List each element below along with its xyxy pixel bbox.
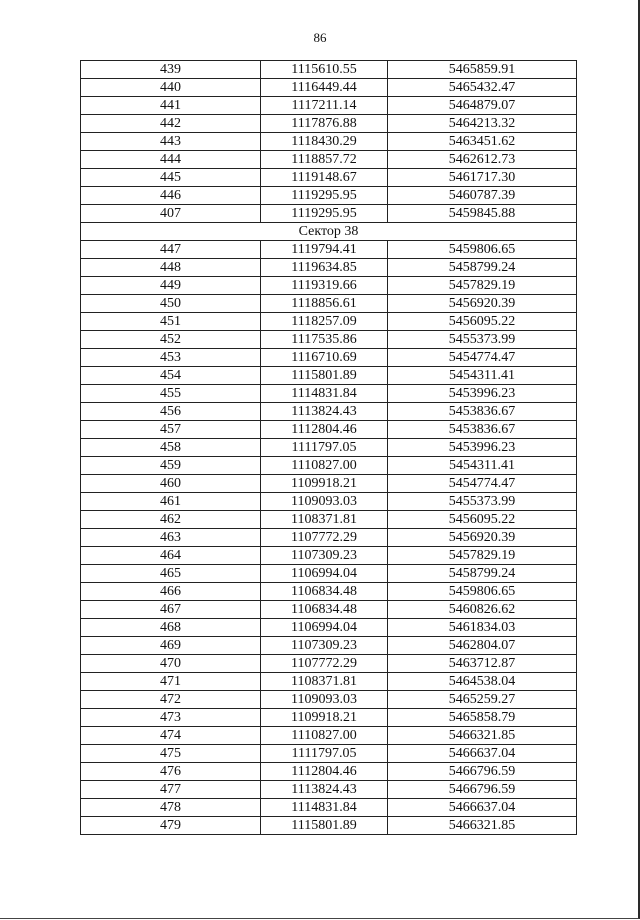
table-row [81, 601, 577, 619]
table-row [81, 655, 577, 673]
point-number-cell: 450 [81, 295, 261, 313]
table-row [81, 439, 577, 457]
point-number-cell: 453 [81, 349, 261, 367]
table-row [81, 241, 577, 259]
point-number-cell: 459 [81, 457, 261, 475]
y-coordinate-cell: 5462804.07 [388, 637, 577, 655]
table-row [81, 511, 577, 529]
point-number-cell: 471 [81, 673, 261, 691]
x-coordinate-cell: 1109093.03 [261, 493, 388, 511]
table-row [81, 475, 577, 493]
point-number-cell: 460 [81, 475, 261, 493]
x-coordinate-cell: 1108371.81 [261, 511, 388, 529]
y-coordinate-cell: 5462612.73 [388, 151, 577, 169]
point-number-cell: 445 [81, 169, 261, 187]
x-coordinate-cell: 1116449.44 [261, 79, 388, 97]
point-number-cell: 468 [81, 619, 261, 637]
y-coordinate-cell: 5453996.23 [388, 439, 577, 457]
sector-heading-row [81, 223, 577, 241]
x-coordinate-cell: 1119148.67 [261, 169, 388, 187]
table-body-after-sector [81, 241, 577, 835]
point-number-cell: 458 [81, 439, 261, 457]
point-number-cell: 454 [81, 367, 261, 385]
table-row [81, 97, 577, 115]
x-coordinate-cell: 1109918.21 [261, 475, 388, 493]
x-coordinate-cell: 1118430.29 [261, 133, 388, 151]
x-coordinate-cell: 1119634.85 [261, 259, 388, 277]
point-number-cell: 461 [81, 493, 261, 511]
point-number-cell: 446 [81, 187, 261, 205]
y-coordinate-cell: 5453996.23 [388, 385, 577, 403]
table-row [81, 133, 577, 151]
x-coordinate-cell: 1107309.23 [261, 547, 388, 565]
x-coordinate-cell: 1106994.04 [261, 619, 388, 637]
coordinates-table [80, 60, 577, 835]
y-coordinate-cell: 5456920.39 [388, 529, 577, 547]
y-coordinate-cell: 5453836.67 [388, 421, 577, 439]
point-number-cell: 440 [81, 79, 261, 97]
y-coordinate-cell: 5458799.24 [388, 565, 577, 583]
y-coordinate-cell: 5454774.47 [388, 475, 577, 493]
x-coordinate-cell: 1116710.69 [261, 349, 388, 367]
y-coordinate-cell: 5454774.47 [388, 349, 577, 367]
point-number-cell: 469 [81, 637, 261, 655]
y-coordinate-cell: 5465259.27 [388, 691, 577, 709]
table-row [81, 205, 577, 223]
point-number-cell: 464 [81, 547, 261, 565]
y-coordinate-cell: 5457829.19 [388, 277, 577, 295]
y-coordinate-cell: 5464213.32 [388, 115, 577, 133]
y-coordinate-cell: 5460826.62 [388, 601, 577, 619]
table-row [81, 403, 577, 421]
y-coordinate-cell: 5459806.65 [388, 241, 577, 259]
x-coordinate-cell: 1117211.14 [261, 97, 388, 115]
table-row [81, 457, 577, 475]
x-coordinate-cell: 1112804.46 [261, 763, 388, 781]
point-number-cell: 449 [81, 277, 261, 295]
table-row [81, 799, 577, 817]
table-row [81, 313, 577, 331]
point-number-cell: 474 [81, 727, 261, 745]
point-number-cell: 455 [81, 385, 261, 403]
x-coordinate-cell: 1110827.00 [261, 727, 388, 745]
point-number-cell: 443 [81, 133, 261, 151]
y-coordinate-cell: 5466321.85 [388, 727, 577, 745]
y-coordinate-cell: 5453836.67 [388, 403, 577, 421]
x-coordinate-cell: 1108371.81 [261, 673, 388, 691]
y-coordinate-cell: 5459845.88 [388, 205, 577, 223]
y-coordinate-cell: 5454311.41 [388, 457, 577, 475]
x-coordinate-cell: 1117535.86 [261, 331, 388, 349]
table-row [81, 187, 577, 205]
y-coordinate-cell: 5461717.30 [388, 169, 577, 187]
x-coordinate-cell: 1106834.48 [261, 601, 388, 619]
table-row [81, 349, 577, 367]
table-row [81, 115, 577, 133]
point-number-cell: 463 [81, 529, 261, 547]
point-number-cell: 470 [81, 655, 261, 673]
point-number-cell: 407 [81, 205, 261, 223]
x-coordinate-cell: 1115610.55 [261, 61, 388, 79]
x-coordinate-cell: 1107772.29 [261, 655, 388, 673]
point-number-cell: 441 [81, 97, 261, 115]
y-coordinate-cell: 5456095.22 [388, 313, 577, 331]
point-number-cell: 462 [81, 511, 261, 529]
y-coordinate-cell: 5460787.39 [388, 187, 577, 205]
table-row [81, 151, 577, 169]
table-row [81, 331, 577, 349]
x-coordinate-cell: 1119295.95 [261, 205, 388, 223]
point-number-cell: 465 [81, 565, 261, 583]
point-number-cell: 472 [81, 691, 261, 709]
table-row [81, 673, 577, 691]
x-coordinate-cell: 1109918.21 [261, 709, 388, 727]
y-coordinate-cell: 5455373.99 [388, 493, 577, 511]
table-row [81, 79, 577, 97]
y-coordinate-cell: 5465859.91 [388, 61, 577, 79]
table-row [81, 295, 577, 313]
point-number-cell: 476 [81, 763, 261, 781]
page-number: 86 [313, 30, 327, 45]
y-coordinate-cell: 5458799.24 [388, 259, 577, 277]
table-row [81, 781, 577, 799]
table-row [81, 817, 577, 835]
point-number-cell: 473 [81, 709, 261, 727]
table-row [81, 529, 577, 547]
table-row [81, 547, 577, 565]
y-coordinate-cell: 5455373.99 [388, 331, 577, 349]
point-number-cell: 444 [81, 151, 261, 169]
x-coordinate-cell: 1119794.41 [261, 241, 388, 259]
table-row [81, 61, 577, 79]
y-coordinate-cell: 5454311.41 [388, 367, 577, 385]
table-row [81, 565, 577, 583]
table-row [81, 709, 577, 727]
x-coordinate-cell: 1106834.48 [261, 583, 388, 601]
y-coordinate-cell: 5464879.07 [388, 97, 577, 115]
x-coordinate-cell: 1107309.23 [261, 637, 388, 655]
x-coordinate-cell: 1113824.43 [261, 781, 388, 799]
point-number-cell: 457 [81, 421, 261, 439]
y-coordinate-cell: 5463451.62 [388, 133, 577, 151]
table-row [81, 421, 577, 439]
point-number-cell: 479 [81, 817, 261, 835]
table-row [81, 385, 577, 403]
table-body-before-sector [81, 61, 577, 223]
point-number-cell: 442 [81, 115, 261, 133]
x-coordinate-cell: 1119295.95 [261, 187, 388, 205]
table-row [81, 259, 577, 277]
table-row [81, 367, 577, 385]
y-coordinate-cell: 5466796.59 [388, 781, 577, 799]
y-coordinate-cell: 5463712.87 [388, 655, 577, 673]
table-row [81, 493, 577, 511]
x-coordinate-cell: 1112804.46 [261, 421, 388, 439]
table-row [81, 745, 577, 763]
point-number-cell: 456 [81, 403, 261, 421]
y-coordinate-cell: 5459806.65 [388, 583, 577, 601]
x-coordinate-cell: 1111797.05 [261, 439, 388, 457]
point-number-cell: 447 [81, 241, 261, 259]
point-number-cell: 452 [81, 331, 261, 349]
x-coordinate-cell: 1114831.84 [261, 799, 388, 817]
sector-heading: Сектор 38 [81, 223, 577, 241]
y-coordinate-cell: 5465432.47 [388, 79, 577, 97]
y-coordinate-cell: 5466637.04 [388, 799, 577, 817]
point-number-cell: 477 [81, 781, 261, 799]
table-row [81, 277, 577, 295]
y-coordinate-cell: 5457829.19 [388, 547, 577, 565]
x-coordinate-cell: 1109093.03 [261, 691, 388, 709]
x-coordinate-cell: 1111797.05 [261, 745, 388, 763]
point-number-cell: 451 [81, 313, 261, 331]
y-coordinate-cell: 5456920.39 [388, 295, 577, 313]
y-coordinate-cell: 5466637.04 [388, 745, 577, 763]
table-body-sector-heading [81, 223, 577, 241]
x-coordinate-cell: 1110827.00 [261, 457, 388, 475]
table-row [81, 727, 577, 745]
y-coordinate-cell: 5466321.85 [388, 817, 577, 835]
x-coordinate-cell: 1118257.09 [261, 313, 388, 331]
x-coordinate-cell: 1106994.04 [261, 565, 388, 583]
point-number-cell: 475 [81, 745, 261, 763]
table-row [81, 169, 577, 187]
table-row [81, 583, 577, 601]
x-coordinate-cell: 1115801.89 [261, 817, 388, 835]
point-number-cell: 448 [81, 259, 261, 277]
x-coordinate-cell: 1118857.72 [261, 151, 388, 169]
x-coordinate-cell: 1118856.61 [261, 295, 388, 313]
y-coordinate-cell: 5466796.59 [388, 763, 577, 781]
point-number-cell: 466 [81, 583, 261, 601]
table-row [81, 619, 577, 637]
point-number-cell: 478 [81, 799, 261, 817]
table-row [81, 691, 577, 709]
x-coordinate-cell: 1114831.84 [261, 385, 388, 403]
y-coordinate-cell: 5464538.04 [388, 673, 577, 691]
table-row [81, 763, 577, 781]
table-row [81, 637, 577, 655]
y-coordinate-cell: 5465858.79 [388, 709, 577, 727]
x-coordinate-cell: 1117876.88 [261, 115, 388, 133]
y-coordinate-cell: 5461834.03 [388, 619, 577, 637]
x-coordinate-cell: 1119319.66 [261, 277, 388, 295]
x-coordinate-cell: 1113824.43 [261, 403, 388, 421]
point-number-cell: 439 [81, 61, 261, 79]
x-coordinate-cell: 1107772.29 [261, 529, 388, 547]
x-coordinate-cell: 1115801.89 [261, 367, 388, 385]
point-number-cell: 467 [81, 601, 261, 619]
y-coordinate-cell: 5456095.22 [388, 511, 577, 529]
